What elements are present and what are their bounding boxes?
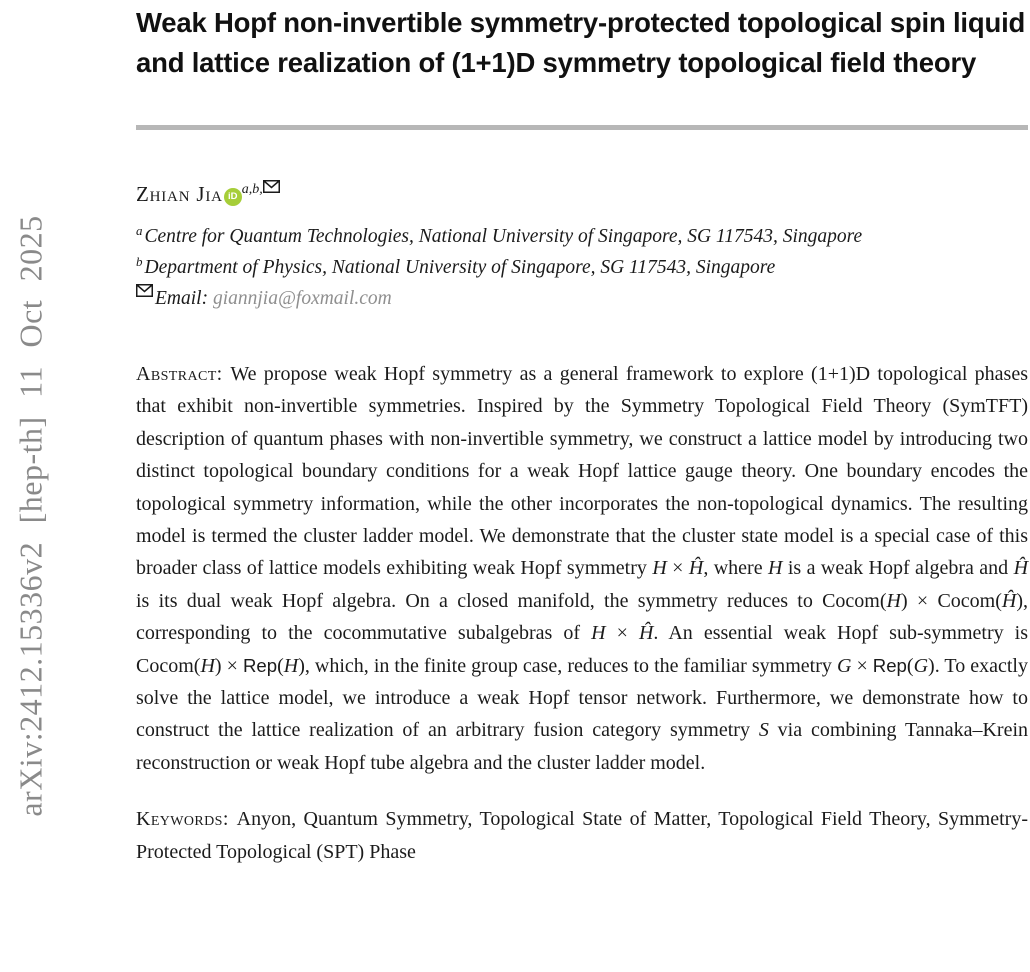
abstract-paragraph xyxy=(136,358,1028,779)
affiliation-mark: a xyxy=(136,222,143,238)
text-segment: Abstract: xyxy=(136,363,231,385)
text-segment: Rep xyxy=(872,654,907,676)
text-segment: Anyon, Quantum Symmetry, Topological State of Matter, Topological Field Theory, Symmetry-Protected Topological (SPT) Phase xyxy=(136,808,1028,863)
text-segment: is its dual weak Hopf algebra. On a closed manifold, the symmetry reduces to Cocom( xyxy=(136,589,887,612)
text-segment: via combining Tannaka–Krein reconstruction or weak Hopf tube algebra and the cluster ladder model. xyxy=(136,719,1028,774)
affiliation-text: Centre for Quantum Technologies, National University of Singapore, SG 117543, Singapore xyxy=(144,226,863,247)
paper-content xyxy=(136,0,1028,868)
affiliation-item xyxy=(136,252,1028,283)
text-segment: × xyxy=(605,622,639,645)
text-segment: , where xyxy=(703,557,769,580)
text-segment: ), which, in the finite group case, reduces to the familiar symmetry xyxy=(298,654,837,677)
email-label: Email: xyxy=(155,288,209,309)
text-segment: is a weak Hopf algebra and xyxy=(782,557,1014,580)
author-name: Zhian Jia xyxy=(136,182,223,206)
text-segment: ) × xyxy=(214,654,243,677)
author-affiliation-marks: a,b, xyxy=(241,182,263,197)
text-segment: . An essential weak Hopf sub-symmetry is Cocom( xyxy=(136,622,1028,677)
text-segment: ). To exactly solve the lattice model, we introduce a weak Hopf tensor network. Furthermore, we demonstrate how to construct the lattice realization of an arbitrary fusion category symmetry xyxy=(136,654,1028,742)
text-segment: We propose weak Hopf symmetry as a general framework to explore (1+1)D topological phases that exhibit non-invertible symmetries. Inspired by the Symmetry Topological Field Theory (SymTFT) description of quantum phases with non-invertible symmetry, we construct a lattice model by introducing two distinct topological boundary conditions for a weak Hopf lattice gauge theory. One boundary encodes the topological symmetry information, while the other incorporates the non-topological dynamics. The resulting model is termed the cluster ladder model. We demonstrate that the cluster state model is a special case of this broader class of lattice models exhibiting weak Hopf symmetry xyxy=(136,363,1028,580)
text-segment: S xyxy=(758,719,769,742)
email-link[interactable]: giannjia@foxmail.com xyxy=(212,288,392,309)
text-segment: H xyxy=(200,654,215,677)
text-segment: Ĥ xyxy=(638,622,654,645)
affiliation-text: Department of Physics, National University of Singapore, SG 117543, Singapore xyxy=(144,257,776,278)
text-segment: Keywords: xyxy=(136,808,237,831)
text-segment: H xyxy=(591,622,606,645)
text-segment: H xyxy=(768,557,783,580)
text-segment: ), corresponding to the cocommutative subalgebras of xyxy=(136,589,1028,645)
text-segment: H xyxy=(652,557,667,580)
text-segment: ) × Cocom( xyxy=(900,589,1002,612)
orcid-icon[interactable]: iD xyxy=(224,188,242,206)
text-segment: H xyxy=(283,654,299,677)
affiliations-block xyxy=(136,221,1028,314)
text-segment: Ĥ xyxy=(1001,589,1017,612)
email-line xyxy=(136,283,1028,314)
text-segment: G xyxy=(913,654,929,677)
text-segment: Rep xyxy=(242,654,278,676)
title-divider-rule xyxy=(136,125,1028,130)
keywords-paragraph xyxy=(136,803,1028,868)
text-segment: G xyxy=(836,654,852,677)
affiliation-item xyxy=(136,221,1028,252)
paper-title: Weak Hopf non-invertible symmetry-protected topological spin liquid and lattice realization of (1+1)D symmetry topological field theory xyxy=(136,7,1026,78)
text-segment: ( xyxy=(277,654,284,677)
envelope-icon[interactable] xyxy=(136,284,153,297)
text-segment: × xyxy=(666,557,689,580)
affiliation-mark: b xyxy=(136,253,143,269)
arxiv-sidebar-label: arXiv:2412.15336v2 [hep-th] 11 Oct 2025 xyxy=(12,215,49,817)
text-segment: H xyxy=(886,589,901,612)
author-line xyxy=(136,180,1028,207)
text-segment: Ĥ xyxy=(1013,557,1029,580)
envelope-icon[interactable] xyxy=(263,180,280,193)
text-segment: × xyxy=(851,654,873,677)
text-segment: Ĥ xyxy=(688,557,704,580)
text-segment: ( xyxy=(906,654,914,677)
